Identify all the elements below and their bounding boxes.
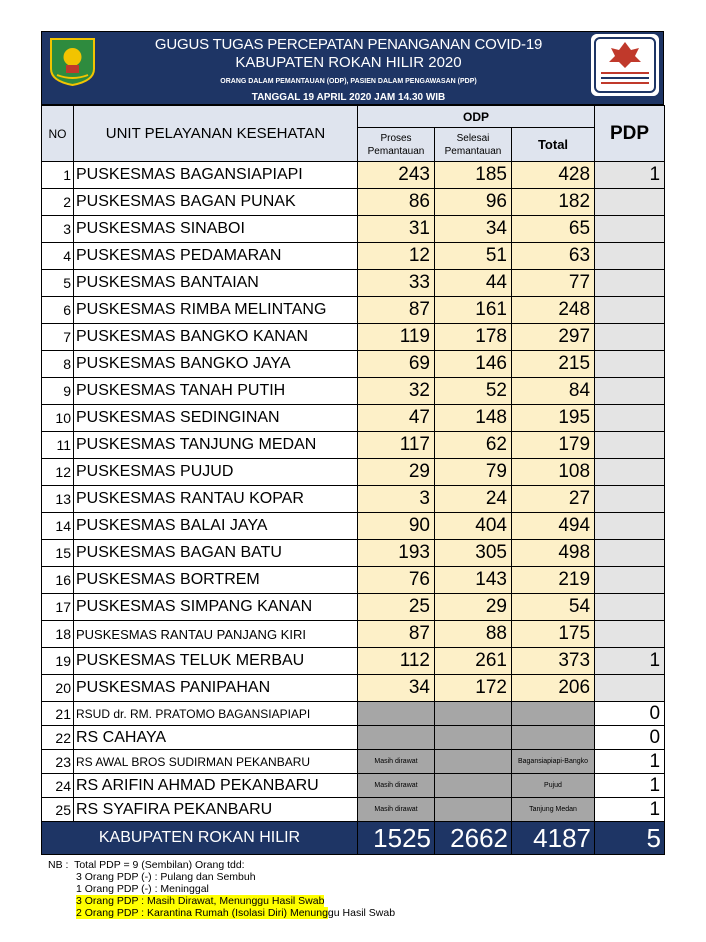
pdp-count (595, 297, 665, 324)
odp-selesai-note (435, 798, 512, 822)
row-number: 9 (42, 378, 74, 405)
notes-line5-highlight: 2 Orang PDP : Karantina Rumah (Isolasi Diri) Menung (76, 907, 328, 919)
table-row (42, 750, 665, 774)
table-header-row (42, 106, 665, 128)
row-number: 22 (42, 726, 74, 750)
odp-total: 63 (512, 243, 595, 270)
pdp-count: 1 (595, 162, 665, 189)
row-number: 23 (42, 750, 74, 774)
odp-total-note (512, 702, 595, 726)
odp-total: 219 (512, 567, 595, 594)
column-proses: Proses Pemantauan (358, 128, 435, 162)
pdp-count (595, 621, 665, 648)
table-row (42, 216, 665, 243)
notes-line5-rest: gu Hasil Swab (327, 907, 396, 919)
totals-proses: 1525 (358, 822, 435, 855)
covid-taskforce-logo-icon (591, 34, 659, 96)
totals-pdp: 5 (595, 822, 665, 855)
row-number: 16 (42, 567, 74, 594)
odp-total: 27 (512, 486, 595, 513)
notes-line4: 3 Orang PDP : Masih Dirawat, Menunggu Hasil Swab (76, 895, 325, 907)
pdp-count: 1 (595, 750, 665, 774)
row-number: 1 (42, 162, 74, 189)
odp-total: 428 (512, 162, 595, 189)
row-number: 18 (42, 621, 74, 648)
odp-proses: 87 (358, 621, 435, 648)
pdp-count (595, 675, 665, 702)
pdp-count: 1 (595, 798, 665, 822)
odp-selesai: 34 (435, 216, 512, 243)
odp-selesai: 404 (435, 513, 512, 540)
unit-name: PUSKESMAS TANAH PUTIH (74, 378, 358, 405)
pdp-count (595, 405, 665, 432)
pdp-count: 1 (595, 774, 665, 798)
odp-proses: 90 (358, 513, 435, 540)
odp-proses: 31 (358, 216, 435, 243)
odp-selesai: 24 (435, 486, 512, 513)
odp-selesai-note (435, 750, 512, 774)
odp-selesai: 261 (435, 648, 512, 675)
column-odp: ODP (358, 106, 595, 128)
odp-proses: 76 (358, 567, 435, 594)
odp-selesai: 178 (435, 324, 512, 351)
row-number: 11 (42, 432, 74, 459)
odp-total: 175 (512, 621, 595, 648)
notes-section (49, 859, 395, 919)
odp-selesai: 185 (435, 162, 512, 189)
odp-selesai-note (435, 774, 512, 798)
table-row (42, 798, 665, 822)
unit-name: PUSKESMAS BALAI JAYA (74, 513, 358, 540)
totals-selesai: 2662 (435, 822, 512, 855)
unit-name: PUSKESMAS TANJUNG MEDAN (74, 432, 358, 459)
odp-proses: 86 (358, 189, 435, 216)
odp-selesai: 143 (435, 567, 512, 594)
row-number: 24 (42, 774, 74, 798)
odp-proses: 29 (358, 459, 435, 486)
report-region: KABUPATEN ROKAN HILIR 2020 (235, 54, 462, 71)
odp-selesai: 146 (435, 351, 512, 378)
pdp-count (595, 513, 665, 540)
row-number: 21 (42, 702, 74, 726)
row-number: 4 (42, 243, 74, 270)
row-number: 5 (42, 270, 74, 297)
table-row (42, 513, 665, 540)
row-number: 19 (42, 648, 74, 675)
odp-proses: 3 (358, 486, 435, 513)
odp-proses: 243 (358, 162, 435, 189)
odp-total-note: Bagansiapiapi-Bangko (512, 750, 595, 774)
odp-total: 498 (512, 540, 595, 567)
odp-total-note: Tanjung Medan (512, 798, 595, 822)
unit-name: PUSKESMAS BANGKO JAYA (74, 351, 358, 378)
report-subtitle: ORANG DALAM PEMANTAUAN (ODP), PASIEN DALAM PENGAWASAN (PDP) (220, 78, 477, 85)
odp-total: 54 (512, 594, 595, 621)
odp-selesai: 62 (435, 432, 512, 459)
table-row (42, 405, 665, 432)
odp-proses: 119 (358, 324, 435, 351)
row-number: 13 (42, 486, 74, 513)
column-total: Total (512, 128, 595, 162)
table-row (42, 189, 665, 216)
table-row (42, 270, 665, 297)
hospital-rows (42, 702, 665, 822)
report-date: TANGGAL 19 APRIL 2020 JAM 14.30 WIB (251, 92, 446, 103)
row-number: 15 (42, 540, 74, 567)
notes-nb: NB : (48, 859, 69, 871)
covid-data-table (41, 105, 665, 855)
table-row (42, 567, 665, 594)
odp-total-note (512, 726, 595, 750)
row-number: 10 (42, 405, 74, 432)
odp-total: 77 (512, 270, 595, 297)
table-row (42, 486, 665, 513)
pdp-count (595, 351, 665, 378)
totals-row (42, 822, 665, 855)
row-number: 8 (42, 351, 74, 378)
pdp-count: 0 (595, 726, 665, 750)
odp-selesai-note (435, 726, 512, 750)
odp-proses: 32 (358, 378, 435, 405)
odp-proses-note: Masih dirawat (358, 774, 435, 798)
report-title: GUGUS TUGAS PERCEPATAN PENANGANAN COVID-19 (154, 36, 543, 53)
odp-selesai: 29 (435, 594, 512, 621)
report-header (41, 31, 664, 105)
odp-proses: 12 (358, 243, 435, 270)
unit-name: PUSKESMAS RANTAU KOPAR (74, 486, 358, 513)
pdp-count (595, 324, 665, 351)
unit-name: PUSKESMAS BAGAN BATU (74, 540, 358, 567)
table-row (42, 648, 665, 675)
pdp-count: 0 (595, 702, 665, 726)
row-number: 17 (42, 594, 74, 621)
table-row (42, 702, 665, 726)
unit-name: PUSKESMAS SEDINGINAN (74, 405, 358, 432)
odp-proses: 25 (358, 594, 435, 621)
column-selesai: Selesai Pemantauan (435, 128, 512, 162)
unit-name: PUSKESMAS BAGANSIAPIAPI (74, 162, 358, 189)
odp-selesai: 88 (435, 621, 512, 648)
unit-name: RS ARIFIN AHMAD PEKANBARU (74, 774, 358, 798)
odp-total: 494 (512, 513, 595, 540)
column-no: NO (42, 106, 74, 162)
odp-total: 215 (512, 351, 595, 378)
row-number: 2 (42, 189, 74, 216)
notes-line1: Total PDP = 9 (Sembilan) Orang tdd: (74, 859, 245, 871)
puskesmas-rows (42, 162, 665, 702)
pdp-count (595, 486, 665, 513)
unit-name: RSUD dr. RM. PRATOMO BAGANSIAPIAPI (74, 702, 358, 726)
odp-selesai: 96 (435, 189, 512, 216)
unit-name: PUSKESMAS BANGKO KANAN (74, 324, 358, 351)
odp-total: 297 (512, 324, 595, 351)
unit-name: PUSKESMAS SINABOI (74, 216, 358, 243)
odp-total: 65 (512, 216, 595, 243)
column-unit: UNIT PELAYANAN KESEHATAN (74, 106, 358, 162)
pdp-count (595, 270, 665, 297)
odp-proses: 87 (358, 297, 435, 324)
row-number: 6 (42, 297, 74, 324)
table-row (42, 162, 665, 189)
unit-name: PUSKESMAS BANTAIAN (74, 270, 358, 297)
table-row (42, 432, 665, 459)
odp-selesai: 172 (435, 675, 512, 702)
odp-proses-note (358, 726, 435, 750)
totals-label: KABUPATEN ROKAN HILIR (42, 822, 358, 855)
odp-total: 248 (512, 297, 595, 324)
row-number: 3 (42, 216, 74, 243)
odp-total: 195 (512, 405, 595, 432)
unit-name: PUSKESMAS PUJUD (74, 459, 358, 486)
unit-name: RS AWAL BROS SUDIRMAN PEKANBARU (74, 750, 358, 774)
odp-total: 179 (512, 432, 595, 459)
row-number: 7 (42, 324, 74, 351)
table-row (42, 324, 665, 351)
notes-line3: 1 Orang PDP (-) : Meninggal (76, 883, 209, 895)
odp-selesai: 51 (435, 243, 512, 270)
table-row (42, 594, 665, 621)
table-row (42, 297, 665, 324)
unit-name: PUSKESMAS PANIPAHAN (74, 675, 358, 702)
odp-selesai: 44 (435, 270, 512, 297)
odp-total: 108 (512, 459, 595, 486)
odp-proses-note (358, 702, 435, 726)
odp-total: 84 (512, 378, 595, 405)
odp-proses: 193 (358, 540, 435, 567)
row-number: 14 (42, 513, 74, 540)
table-row (42, 459, 665, 486)
odp-total: 182 (512, 189, 595, 216)
pdp-count (595, 540, 665, 567)
unit-name: RS CAHAYA (74, 726, 358, 750)
unit-name: PUSKESMAS SIMPANG KANAN (74, 594, 358, 621)
odp-total: 206 (512, 675, 595, 702)
pdp-count (595, 189, 665, 216)
table-row (42, 351, 665, 378)
table-row (42, 540, 665, 567)
unit-name: PUSKESMAS BAGAN PUNAK (74, 189, 358, 216)
odp-proses: 117 (358, 432, 435, 459)
odp-proses: 69 (358, 351, 435, 378)
column-pdp: PDP (595, 106, 665, 162)
pdp-count (595, 216, 665, 243)
table-row (42, 243, 665, 270)
odp-total-note: Pujud (512, 774, 595, 798)
pdp-count (595, 594, 665, 621)
unit-name: PUSKESMAS RIMBA MELINTANG (74, 297, 358, 324)
table-row (42, 726, 665, 750)
row-number: 12 (42, 459, 74, 486)
pdp-count (595, 243, 665, 270)
table-row (42, 621, 665, 648)
pdp-count: 1 (595, 648, 665, 675)
odp-proses: 47 (358, 405, 435, 432)
pdp-count (595, 459, 665, 486)
odp-proses-note: Masih dirawat (358, 750, 435, 774)
odp-selesai: 148 (435, 405, 512, 432)
odp-proses: 33 (358, 270, 435, 297)
odp-selesai: 305 (435, 540, 512, 567)
pdp-count (595, 567, 665, 594)
row-number: 20 (42, 675, 74, 702)
odp-total: 373 (512, 648, 595, 675)
totals-total: 4187 (512, 822, 595, 855)
unit-name: PUSKESMAS BORTREM (74, 567, 358, 594)
unit-name: PUSKESMAS RANTAU PANJANG KIRI (74, 621, 358, 648)
regency-emblem-icon (45, 35, 100, 87)
odp-proses: 112 (358, 648, 435, 675)
odp-selesai-note (435, 702, 512, 726)
table-row (42, 774, 665, 798)
unit-name: PUSKESMAS PEDAMARAN (74, 243, 358, 270)
odp-selesai: 161 (435, 297, 512, 324)
pdp-count (595, 378, 665, 405)
table-row (42, 378, 665, 405)
row-number: 25 (42, 798, 74, 822)
unit-name: PUSKESMAS TELUK MERBAU (74, 648, 358, 675)
report-container (41, 31, 664, 855)
table-row (42, 675, 665, 702)
odp-proses: 34 (358, 675, 435, 702)
unit-name: RS SYAFIRA PEKANBARU (74, 798, 358, 822)
notes-line2: 3 Orang PDP (-) : Pulang dan Sembuh (76, 871, 256, 883)
odp-selesai: 79 (435, 459, 512, 486)
odp-selesai: 52 (435, 378, 512, 405)
pdp-count (595, 432, 665, 459)
odp-proses-note: Masih dirawat (358, 798, 435, 822)
